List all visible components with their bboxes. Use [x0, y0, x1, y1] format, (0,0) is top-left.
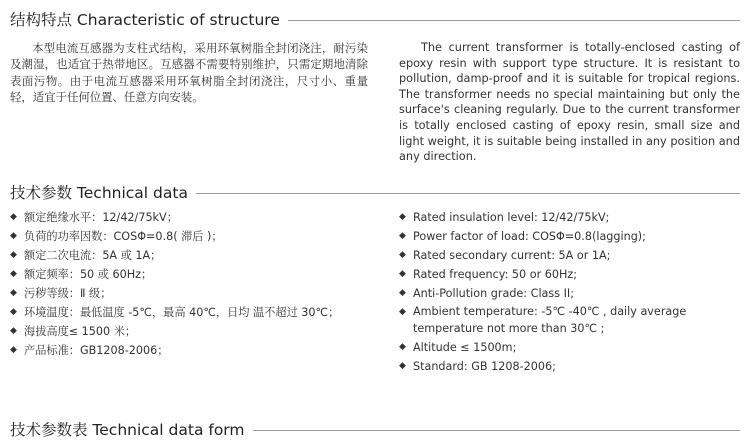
structure-text-en — [399, 40, 740, 165]
list-item: ◆ Power factor of load: COSΦ=0.8(lagging); — [399, 227, 744, 246]
structure-text-en-body: The current transformer is totally-enclosed casting of epoxy resin with support type structure. It is resistant to pollution, damp-proof and it is suitable for tropical regions. The transformer needs no special maintaining but only the surface's cleaning regularly. Due to the current transformer is totally enclosed casting of epoxy resin, small size and light weight, it is suitable being installed in any position and any direction. — [399, 41, 740, 164]
list-item: ◆ Altitude ≤ 1500m; — [399, 338, 744, 357]
list-item: ◆ 负荷的功率因数：COSΦ=0.8( 滞后 )； — [10, 227, 380, 246]
diamond-bullet-icon: ◆ — [399, 212, 406, 222]
diamond-bullet-icon: ◆ — [10, 269, 17, 279]
diamond-bullet-icon: ◆ — [10, 212, 17, 222]
list-item: ◆ 环境温度：最低温度 -5℃，最高 40℃，日均 温不超过 30℃； — [10, 303, 380, 322]
list-item: ◆ 额定频率：50 或 60Hz； — [10, 265, 380, 284]
diamond-bullet-icon: ◆ — [399, 342, 406, 352]
technical-list-cn — [10, 208, 380, 360]
list-item: ◆ 额定绝缘水平：12/42/75kV； — [10, 208, 380, 227]
list-item: ◆ Anti-Pollution grade: Class II; — [399, 284, 744, 303]
list-item: ◆ 额定二次电流：5A 或 1A； — [10, 246, 380, 265]
list-item: ◆ Rated frequency: 50 or 60Hz; — [399, 265, 744, 284]
technical-section-title: 技术参数 Technical data — [10, 181, 196, 203]
list-item: ◆ Ambient temperature: -5℃ -40℃ , daily average temperature not more than 30℃ ; — [399, 305, 687, 335]
list-item: ◆ Rated secondary current: 5A or 1A; — [399, 246, 744, 265]
structure-section-title: 结构特点 Characteristic of structure — [10, 8, 288, 30]
technical-divider — [190, 193, 740, 194]
list-item: ◆ Rated insulation level: 12/42/75kV; — [399, 208, 744, 227]
list-item: ◆ 产品标准：GB1208-2006； — [10, 341, 380, 360]
diamond-bullet-icon: ◆ — [399, 250, 406, 260]
diamond-bullet-icon: ◆ — [399, 269, 406, 279]
list-item: ◆ Standard: GB 1208-2006; — [399, 357, 744, 376]
structure-text-cn — [10, 40, 368, 105]
form-divider — [234, 430, 740, 431]
diamond-bullet-icon: ◆ — [10, 307, 17, 317]
diamond-bullet-icon: ◆ — [399, 361, 406, 371]
diamond-bullet-icon: ◆ — [399, 307, 406, 317]
diamond-bullet-icon: ◆ — [10, 231, 17, 241]
technical-list-en — [399, 208, 744, 376]
structure-divider — [262, 20, 740, 21]
list-item: ◆ 海拔高度≤ 1500 米； — [10, 322, 380, 341]
form-section-title: 技术参数表 Technical data form — [10, 418, 253, 440]
diamond-bullet-icon: ◆ — [10, 345, 17, 355]
diamond-bullet-icon: ◆ — [399, 288, 406, 298]
list-item: ◆ 污秽等级：Ⅱ 级； — [10, 284, 380, 303]
diamond-bullet-icon: ◆ — [399, 231, 406, 241]
diamond-bullet-icon: ◆ — [10, 326, 17, 336]
diamond-bullet-icon: ◆ — [10, 250, 17, 260]
structure-text-cn-body: 本型电流互感器为支柱式结构，采用环氧树脂全封闭浇注，耐污染及潮湿，也适宜于热带地区。互感器不需要特别维护，只需定期地清除表面污物。由于电流互感器采用环氧树脂全封闭浇注，尺寸小、重量轻，适宜于任何位置、任意方向安装。 — [10, 41, 368, 104]
diamond-bullet-icon: ◆ — [10, 288, 17, 298]
